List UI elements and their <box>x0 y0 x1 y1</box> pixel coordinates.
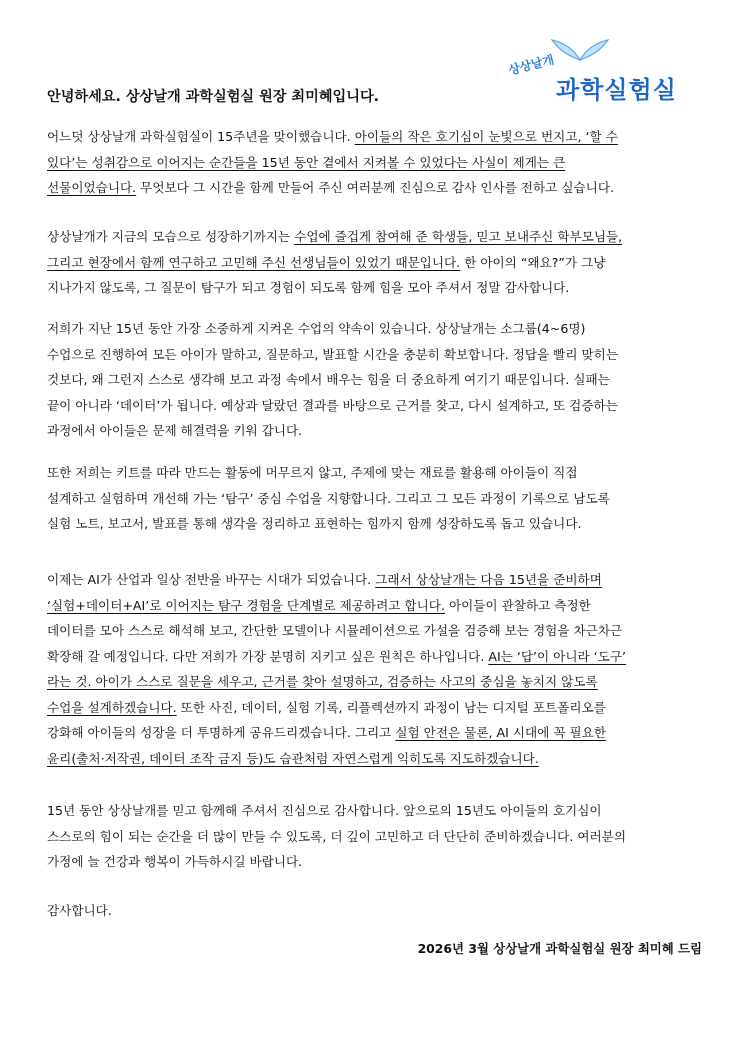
underlined-text: 라는 것. 아이가 스스로 질문을 세우고, 근거를 찾아 설명하고, 검증하는 사고의 중심을 놓치지 않도록 <box>47 674 598 689</box>
logo-small-text: 상상날개 <box>507 52 556 78</box>
text-segment: 것보다, 왜 그런지 스스로 생각해 보고 과정 속에서 배우는 힘을 더 중요하게 여기기 때문입니다. 실패는 <box>47 372 610 387</box>
text-segment: 데이터를 모아 스스로 해석해 보고, 간단한 모델이나 시뮬레이션으로 가설을 검증해 보는 경험을 차근차근 <box>47 623 623 638</box>
text-segment: 지나가지 않도록, 그 질문이 탐구가 되고 경험이 되도록 함께 힘을 모아 주셔서 정말 감사합니다. <box>47 280 570 295</box>
text-segment: 끝이 아니라 ‘데이터’가 됩니다. 예상과 달랐던 결과를 바탕으로 근거를 찾고, 다시 설계하고, 또 검증하는 <box>47 397 618 413</box>
wings-icon <box>550 36 610 62</box>
text-segment: 강화해 아이들의 성장을 더 투명하게 공유드리겠습니다. 그리고 <box>47 725 396 740</box>
paragraph-line <box>47 511 707 537</box>
underlined-text: 선물이었습니다. <box>47 180 137 195</box>
underlined-text: 있다’는 성취감으로 이어지는 순간들을 15년 동안 곁에서 지켜볼 수 있었다는 사실이 제게는 큰 <box>47 154 566 170</box>
paragraph-line <box>47 669 707 695</box>
paragraph-line <box>47 342 707 368</box>
paragraph-line <box>47 250 707 276</box>
paragraph-line <box>47 316 707 342</box>
text-segment: 가정에 늘 건강과 행복이 가득하시길 바랍니다. <box>47 854 303 869</box>
paragraph-line <box>47 460 707 486</box>
underlined-text: ‘실험+데이터+AI’로 이어지는 탐구 경험을 단계별로 제공하려고 합니다. <box>47 597 445 613</box>
paragraph-line <box>47 720 707 746</box>
paragraph-line <box>47 695 707 721</box>
underlined-text: 수업을 설계하겠습니다. <box>47 699 177 715</box>
underlined-text: 아이들의 작은 호기심이 눈빛으로 번지고, ‘할 수 <box>354 129 618 144</box>
paragraph-5 <box>47 567 707 771</box>
text-segment: 설계하고 실험하며 개선해 가는 ‘탐구’ 중심 수업을 지향합니다. 그리고 그 모든 과정이 기록으로 남도록 <box>47 490 610 506</box>
underlined-text: 실험 안전은 물론, AI 시대에 꼭 필요한 <box>395 725 607 740</box>
underlined-text: 수업에 즐겁게 참여해 준 학생들, 믿고 보내주신 학부모님들, <box>294 229 623 244</box>
underlined-text: 그리고 현장에서 함께 연구하고 고민해 주신 선생님들이 있었기 때문입니다. <box>47 254 461 270</box>
logo-title: 과학실험실 <box>556 76 677 104</box>
text-segment: 이제는 AI가 산업과 일상 전반을 바꾸는 시대가 되었습니다. <box>47 572 376 587</box>
text-segment: 아이들이 관찰하고 측정한 <box>444 597 591 613</box>
text-segment: 또한 저희는 키트를 따라 만드는 활동에 머무르지 않고, 주제에 맞는 재료를 활용해 아이들이 직접 <box>47 465 578 480</box>
text-segment: 한 아이의 “왜요?”가 그냥 <box>460 254 606 270</box>
paragraph-line <box>47 418 707 444</box>
underlined-text: 윤리(출처·저작권, 데이터 조작 금지 등)도 습관처럼 자연스럽게 익히도록 지도하겠습니다. <box>47 750 539 766</box>
paragraph-line <box>47 224 707 250</box>
paragraph-1 <box>47 124 707 201</box>
text-segment: 실험 노트, 보고서, 발표를 통해 생각을 정리하고 표현하는 힘까지 함께 성장하도록 돕고 있습니다. <box>47 516 582 531</box>
paragraph-4 <box>47 460 707 537</box>
underlined-text: 그래서 상상날개는 다음 15년을 준비하며 <box>375 572 602 587</box>
paragraph-line <box>47 367 707 393</box>
paragraph-line <box>47 486 707 512</box>
paragraph-line <box>47 618 707 644</box>
academy-logo <box>498 36 688 106</box>
paragraph-line <box>47 849 707 875</box>
paragraph-line <box>47 175 707 201</box>
paragraph-line <box>47 124 707 150</box>
text-segment: 스스로의 힘이 되는 순간을 더 많이 만들 수 있도록, 더 깊이 고민하고 더 단단히 준비하겠습니다. 여러분의 <box>47 828 627 844</box>
paragraph-line <box>47 150 707 176</box>
paragraph-line <box>47 798 707 824</box>
underlined-text: AI는 ‘답’이 아니라 ‘도구’ <box>488 648 627 664</box>
text-segment: 또한 사진, 데이터, 실험 기록, 리플렉션까지 과정이 남는 디지털 포트폴리오를 <box>176 699 606 715</box>
greeting-heading: 안녕하세요. 상상날개 과학실험실 원장 최미혜입니다. <box>47 89 380 105</box>
closing-text: 감사합니다. <box>47 903 112 918</box>
text-segment: 확장해 갈 예정입니다. 다만 저희가 가장 분명히 지키고 싶은 원칙은 하나입니다. <box>47 648 489 664</box>
text-segment: 무엇보다 그 시간을 함께 만들어 주신 여러분께 진심으로 감사 인사를 전하고 싶습니다. <box>136 180 615 195</box>
paragraph-line <box>47 593 707 619</box>
text-segment: 상상날개가 지금의 모습으로 성장하기까지는 <box>47 229 295 244</box>
paragraph-2 <box>47 224 707 301</box>
paragraph-line <box>47 275 707 301</box>
text-segment: 과정에서 아이들은 문제 해결력을 키워 갑니다. <box>47 423 303 438</box>
text-segment: 수업으로 진행하여 모든 아이가 말하고, 질문하고, 발표할 시간을 충분히 확보합니다. 정답을 빨리 맞히는 <box>47 346 619 362</box>
paragraph-6 <box>47 798 707 875</box>
text-segment: 저희가 지난 15년 동안 가장 소중하게 지켜온 수업의 약속이 있습니다. 상상날개는 소그룹(4~6명) <box>47 321 586 336</box>
paragraph-3 <box>47 316 707 444</box>
paragraph-line <box>47 393 707 419</box>
paragraph-line <box>47 746 707 772</box>
text-segment: 15년 동안 상상날개를 믿고 함께해 주셔서 진심으로 감사합니다. 앞으로의 15년도 아이들의 호기심이 <box>47 803 602 818</box>
signature: 2026년 3월 상상날개 과학실험실 원장 최미혜 드림 <box>417 941 702 956</box>
text-segment: 어느덧 상상날개 과학실험실이 15주년을 맞이했습니다. <box>47 129 355 144</box>
paragraph-line <box>47 567 707 593</box>
paragraph-line <box>47 644 707 670</box>
paragraph-line <box>47 824 707 850</box>
